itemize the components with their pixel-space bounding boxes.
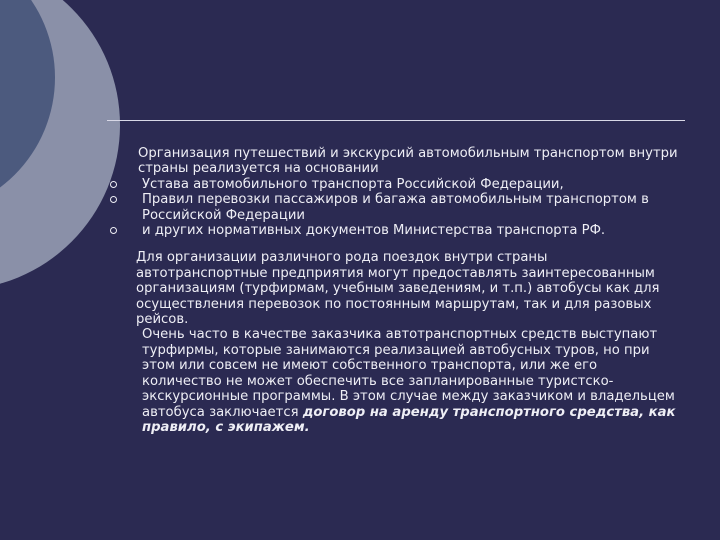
paragraph-text-main: Очень часто в качестве заказчика автотранспортных средств выступают турфирмы, которые занимаются реализацией автобусных туров, но при этом или совсем не имеют собственного транспорта, или же его количество не может обеспечить все запланированные туристско-экскурсионные программы. В этом случае между заказчиком и владельцем автобуса заключается — [142, 327, 675, 420]
slide-body — [110, 146, 680, 435]
paragraph-tour-operators — [110, 327, 680, 435]
bullet-item — [110, 192, 680, 223]
paragraph-text — [142, 327, 680, 435]
bullet-text: и других нормативных документов Министерства транспорта РФ. — [142, 223, 606, 239]
paragraph-text: Для организации различного рода поездок внутри страны автотранспортные предприятия могут предоставлять заинтересованным организациям (турфирмам, учебным заведениям, и т.п.) автобусы как для осуществления перевозок по постоянным маршрутам, так и для разовых рейсов. — [136, 250, 660, 328]
circle-bullet-icon — [110, 196, 117, 203]
intro-paragraph — [110, 146, 680, 177]
paragraph-emphasis: договор на аренду транспортного средства, как правило, с экипажем. — [142, 404, 676, 435]
bullet-item — [110, 223, 680, 238]
bullet-text: Правил перевозки пассажиров и багажа автомобильным транспортом в Российской Федерации — [142, 192, 649, 223]
bullet-item — [110, 177, 680, 192]
title-divider — [107, 120, 685, 121]
circle-bullet-icon — [110, 227, 117, 234]
circle-bullet-icon — [110, 181, 117, 188]
bullet-text: Устава автомобильного транспорта Российской Федерации, — [142, 176, 564, 192]
intro-text: Организация путешествий и экскурсий автомобильным транспортом внутри страны реализуется на основании — [138, 146, 678, 177]
paragraph-bus-rental — [110, 250, 680, 327]
